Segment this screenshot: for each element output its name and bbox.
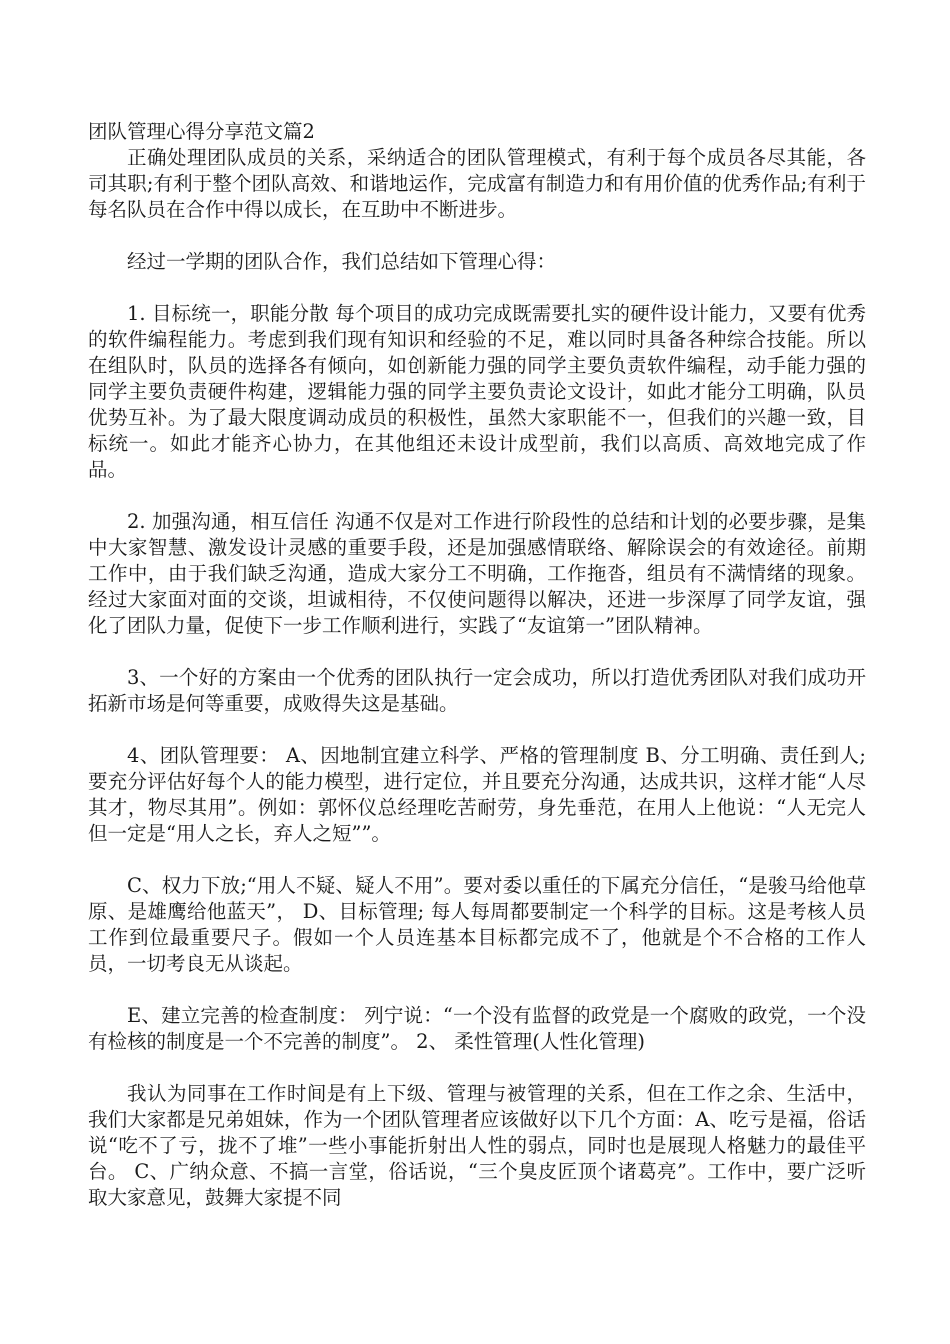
paragraph-intro: 正确处理团队成员的关系，采纳适合的团队管理模式，有利于每个成员各尽其能，各司其职;有利于整个团队高效、和谐地运作，完成富有制造力和有用价值的优秀作品;有利于每名队员在合作中得以成长，在互助中不断进步。 (88, 146, 866, 221)
paragraph-point-c-d: C、权力下放;“用人不疑、疑人不用”。要对委以重任的下属充分信任，“是骏马给他草原、是雄鹰给他蓝天”， D、目标管理; 每人每周都要制定一个科学的目标。这是考核人员工作到位最重要尺子。假如一个人员连基本目标都完成不了，他就是个不合格的工作人员，一切考良无从谈起。 (88, 874, 866, 975)
paragraph-point-3: 3、一个好的方案由一个优秀的团队执行一定会成功，所以打造优秀团队对我们成功开拓新市场是何等重要，成败得失这是基础。 (88, 666, 866, 715)
document-page (88, 119, 866, 1211)
paragraph-point-2: 2. 加强沟通，相互信任 沟通不仅是对工作进行阶段性的总结和计划的必要步骤，是集中大家智慧、激发设计灵感的重要手段，还是加强感情联络、解除误会的有效途径。前期工作中，由于我们缺乏沟通，造成大家分工不明确，工作拖沓，组员有不满情绪的现象。经过大家面对面的交谈，坦诚相待，不仅使问题得以解决，还进一步深厚了同学友谊，强化了团队力量，促使下一步工作顺利进行，实践了“友谊第一”团队精神。 (88, 510, 866, 637)
paragraph-flexible-management: 我认为同事在工作时间是有上下级、管理与被管理的关系，但在工作之余、生活中，我们大家都是兄弟姐妹，作为一个团队管理者应该做好以下几个方面：A、吃亏是福，俗话说“吃不了亏，拢不了堆”一些小事能折射出人性的弱点，同时也是展现人格魅力的最佳平台。 C、广纳众意、不搞一言堂，俗话说，“三个臭皮匠顶个诸葛亮”。工作中，要广泛听取大家意见，鼓舞大家提不同 (88, 1082, 866, 1209)
paragraph-point-4: 4、团队管理要： A、因地制宜建立科学、严格的管理制度 B、分工明确、责任到人;要充分评估好每个人的能力模型，进行定位，并且要充分沟通，达成共识，这样才能“人尽其才，物尽其用”。例如：郭怀仪总经理吃苦耐劳，身先垂范，在用人上他说：“人无完人 但一定是“用人之长，弃人之短””。 (88, 744, 866, 845)
paragraph-summary-lead: 经过一学期的团队合作，我们总结如下管理心得： (127, 250, 557, 273)
paragraph-point-e: E、建立完善的检查制度： 列宁说：“一个没有监督的政党是一个腐败的政党，一个没有检核的制度是一个不完善的制度”。 2、 柔性管理(人性化管理) (88, 1004, 866, 1053)
document-title: 团队管理心得分享范文篇2 (88, 120, 315, 143)
paragraph-point-1: 1. 目标统一，职能分散 每个项目的成功完成既需要扎实的硬件设计能力，又要有优秀的软件编程能力。考虑到我们现有知识和经验的不足，难以同时具备各种综合技能。所以在组队时，队员的选择各有倾向，如创新能力强的同学主要负责软件编程，动手能力强的同学主要负责硬件构建，逻辑能力强的同学主要负责论文设计，如此才能分工明确，队员优势互补。为了最大限度调动成员的积极性，虽然大家职能不一，但我们的兴趣一致，目标统一。如此才能齐心协力，在其他组还未设计成型前，我们以高质、高效地完成了作品。 (88, 302, 866, 481)
